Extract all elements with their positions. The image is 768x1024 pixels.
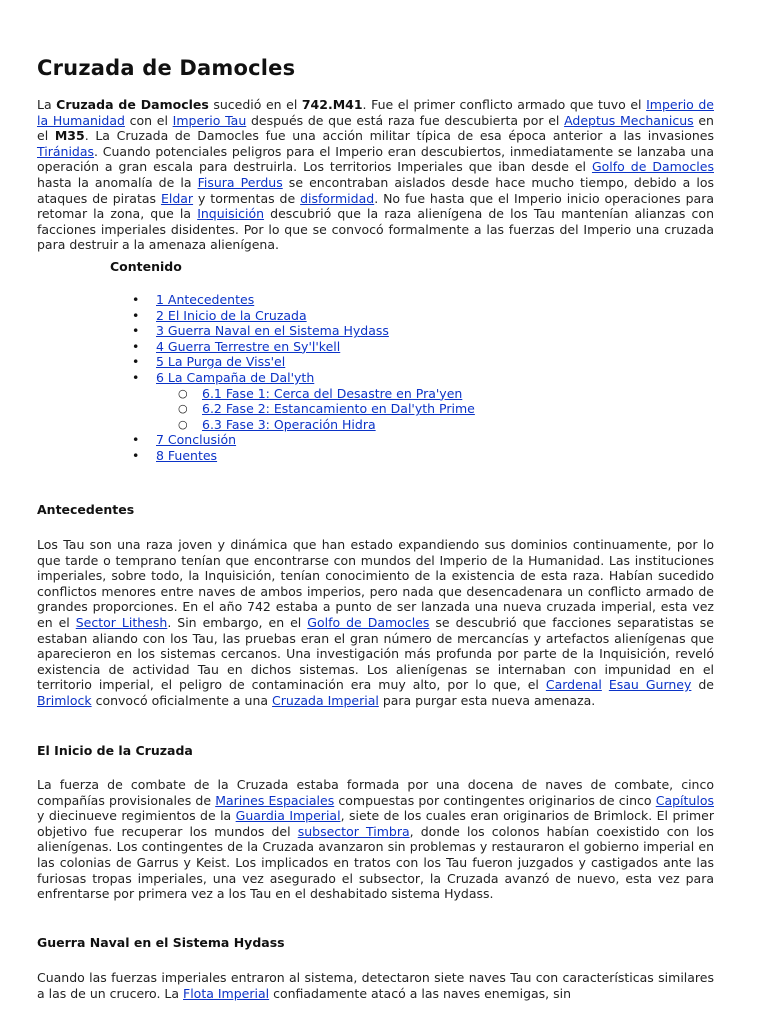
- circle-bullet-icon: ○: [178, 386, 188, 400]
- text-run: confiadamente atacó a las naves enemigas, sin: [269, 985, 572, 1001]
- bullet-icon: •: [132, 307, 140, 323]
- link-disformidad[interactable]: disformidad: [300, 190, 375, 206]
- link-inquisicion[interactable]: Inquisición: [197, 206, 265, 222]
- text-run: se descubrió que facciones separatistas se estaban aliando con los Tau, las pruebas eran el gran número de mercancías y artefactos alienígenas que aparecieron en los sistemas cercanos. Una investigación más profunda por parte de la Inquisición, reveló existencia de actividad Tau en dichos sistemas. Los alienígenas se internaban con impunidad en el territorio imperial, el peligro de contaminación era muy alto, por lo que, el: [37, 614, 714, 693]
- link-imperio-tau[interactable]: Imperio Tau: [172, 112, 247, 128]
- text-run: . La Cruzada de Damocles fue una acción militar típica de esa época anterior a las invasiones: [84, 128, 714, 144]
- link-cardenal[interactable]: Cardenal: [545, 677, 602, 693]
- toc-item: [132, 448, 475, 464]
- table-of-contents: [132, 292, 475, 464]
- toc-link-6-la-campana-de-dal-yth[interactable]: 6 La Campaña de Dal'yth: [156, 369, 315, 385]
- toc-item: [132, 292, 475, 308]
- toc-link-6-2-fase-2-estancamiento-en-dal-yth-prime[interactable]: 6.2 Fase 2: Estancamiento en Dal'yth Prime: [202, 401, 475, 417]
- section-body-guerra-naval: [37, 970, 714, 1001]
- toc-item: [132, 354, 475, 370]
- text-run: descubrió que la raza alienígena de los Tau mantenían alianzas con facciones imperiales disidentes. Por lo que se convocó formalmente a las fuerzas del Imperio una cruzada para destruir a la amenaza alienígena.: [37, 206, 714, 253]
- link-golfo-de-damocles[interactable]: Golfo de Damocles: [307, 614, 430, 630]
- text-run: , donde los colonos habían coexistido con los alienígenas. Los contingentes de la Cruzada avanzaron sin problemas y restauraron el gobierno imperial en las colonias de Garrus y Keist. Los implicados en tratos con los Tau fueron juzgados y castigados ante las furiosas tropas imperiales, una vez asegurado el subsector, la Cruzada avanzó de nuevo, esta vez para enfrentarse por primera vez a los Tau en el deshabitado sistema Hydass.: [37, 823, 714, 902]
- text-run: hasta la anomalía de la: [37, 174, 198, 190]
- toc-link-2-el-inicio-de-la-cruzada[interactable]: 2 El Inicio de la Cruzada: [156, 307, 307, 323]
- toc-link-1-antecedentes[interactable]: 1 Antecedentes: [156, 292, 255, 307]
- link-golfo-de-damocles[interactable]: Golfo de Damocles: [591, 159, 714, 175]
- bullet-icon: •: [132, 354, 140, 370]
- link-marines-espaciales[interactable]: Marines Espaciales: [215, 792, 335, 808]
- text-run: [602, 677, 609, 692]
- toc-item: [132, 401, 475, 417]
- text-run: Cuando las fuerzas imperiales entraron al sistema, detectaron siete naves Tau con características similares a las de un crucero. La: [37, 970, 714, 1001]
- toc-link-3-guerra-naval-en-el-sistema-hydass[interactable]: 3 Guerra Naval en el Sistema Hydass: [156, 323, 389, 339]
- text-run: . Fue el primer conflicto armado que tuvo el: [362, 97, 647, 112]
- text-run: después de que está raza fue descubierta por el: [246, 112, 565, 128]
- toc-item: [132, 417, 475, 433]
- section-body-antecedentes: [37, 537, 714, 709]
- link-brimlock[interactable]: Brimlock: [37, 692, 92, 708]
- toc-item: [132, 339, 475, 355]
- toc-item: [132, 386, 475, 402]
- section-heading-guerra-naval: Guerra Naval en el Sistema Hydass: [37, 935, 285, 950]
- section-heading-inicio-cruzada: El Inicio de la Cruzada: [37, 743, 193, 758]
- toc-link-6-1-fase-1-cerca-del-desastre-en-pra-yen[interactable]: 6.1 Fase 1: Cerca del Desastre en Pra'yen: [202, 385, 463, 401]
- toc-link-5-la-purga-de-viss-el[interactable]: 5 La Purga de Viss'el: [156, 354, 286, 370]
- text-run: . Cuando potenciales peligros para el Imperio eran descubiertos, inmediatamente se lanzaba una operación a gran escala para destruirla. Los territorios Imperiales que iban desde el: [37, 143, 714, 175]
- link-tiranidas[interactable]: Tiránidas: [37, 143, 95, 159]
- bold-term: 742.M41: [301, 97, 363, 112]
- text-run: La: [37, 97, 57, 112]
- text-run: convocó oficialmente a una: [91, 692, 273, 708]
- toc-item: [132, 370, 475, 386]
- text-run: se encontraban aislados desde hace mucho tiempo, debido a los ataques de piratas: [37, 174, 714, 206]
- text-run: . Sin embargo, en el: [167, 614, 308, 630]
- link-imperio-de-la-humanidad[interactable]: Imperio de la Humanidad: [37, 97, 714, 128]
- toc-title: Contenido: [110, 259, 182, 274]
- text-run: La fuerza de combate de la Cruzada estaba formada por una docena de naves de combate, cinco compañías provisionales de: [37, 777, 714, 808]
- bullet-icon: •: [132, 447, 140, 463]
- text-run: Los Tau son una raza joven y dinámica que han estado expandiendo sus dominios continuamente, por lo que tarde o temprano tenían que encontrarse con mundos del Imperio de la Humanidad. Las instituciones imperiales, sobre todo, la Inquisición, tenían conocimiento de la existencia de esta raza. Habían sucedido conflictos menores entre naves de ambos imperios, pero nada que desencadenara un conflicto armado de grandes proporciones. En el año 742 estaba a punto de ser lanzada una nueva cruzada imperial, esta vez en el: [37, 537, 714, 630]
- circle-bullet-icon: ○: [178, 417, 188, 431]
- circle-bullet-icon: ○: [178, 402, 188, 416]
- text-run: para purgar esta nueva amenaza.: [378, 692, 596, 708]
- toc-item: [132, 308, 475, 324]
- toc-link-4-guerra-terrestre-en-sy-l-kell[interactable]: 4 Guerra Terrestre en Sy'l'kell: [156, 338, 341, 354]
- toc-link-8-fuentes[interactable]: 8 Fuentes: [156, 447, 218, 463]
- bullet-icon: •: [132, 323, 140, 339]
- intro-paragraph: [37, 97, 714, 253]
- link-flota-imperial[interactable]: Flota Imperial: [183, 985, 270, 1001]
- bold-term: Cruzada de Damocles: [56, 97, 209, 112]
- bullet-icon: •: [132, 338, 140, 354]
- page-title: Cruzada de Damocles: [37, 56, 296, 80]
- bullet-icon: •: [132, 369, 140, 385]
- link-fisura-perdus[interactable]: Fisura Perdus: [197, 174, 283, 190]
- link-sector-lithesh[interactable]: Sector Lithesh: [75, 614, 168, 630]
- section-body-inicio-cruzada: [37, 777, 714, 902]
- link-capitulos[interactable]: Capítulos: [655, 792, 714, 808]
- toc-link-7-conclusion[interactable]: 7 Conclusión: [156, 432, 237, 448]
- toc-item: [132, 432, 475, 448]
- link-guardia-imperial[interactable]: Guardia Imperial: [235, 808, 341, 824]
- section-heading-antecedentes: Antecedentes: [37, 502, 135, 517]
- link-esau-gurney[interactable]: Esau Gurney: [608, 677, 692, 693]
- text-run: , siete de los cuales eran originarios de Brimlock. El primer objetivo fue recuperar los mundos del: [37, 808, 714, 839]
- text-run: con el: [124, 112, 173, 128]
- toc-link-6-3-fase-3-operacion-hidra[interactable]: 6.3 Fase 3: Operación Hidra: [202, 416, 376, 432]
- text-run: y diecinueve regimientos de la: [37, 808, 236, 824]
- text-run: . No fue hasta que el Imperio inicio operaciones para retomar la zona, que la: [37, 190, 715, 222]
- text-run: compuestas por contingentes originarios de cinco: [334, 792, 656, 808]
- link-subsector-timbra[interactable]: subsector Timbra: [297, 823, 410, 839]
- text-run: y tormentas de: [193, 190, 301, 206]
- bullet-icon: •: [132, 432, 140, 448]
- text-run: sucedió en el: [208, 97, 302, 112]
- link-eldar[interactable]: Eldar: [160, 190, 194, 206]
- bold-term: M35: [54, 128, 85, 144]
- toc-item: [132, 323, 475, 339]
- text-run: de: [691, 677, 715, 693]
- text-run: en el: [37, 112, 714, 144]
- bullet-icon: •: [132, 292, 140, 307]
- link-cruzada-imperial[interactable]: Cruzada Imperial: [272, 692, 379, 708]
- link-adeptus-mechanicus[interactable]: Adeptus Mechanicus: [564, 112, 694, 128]
